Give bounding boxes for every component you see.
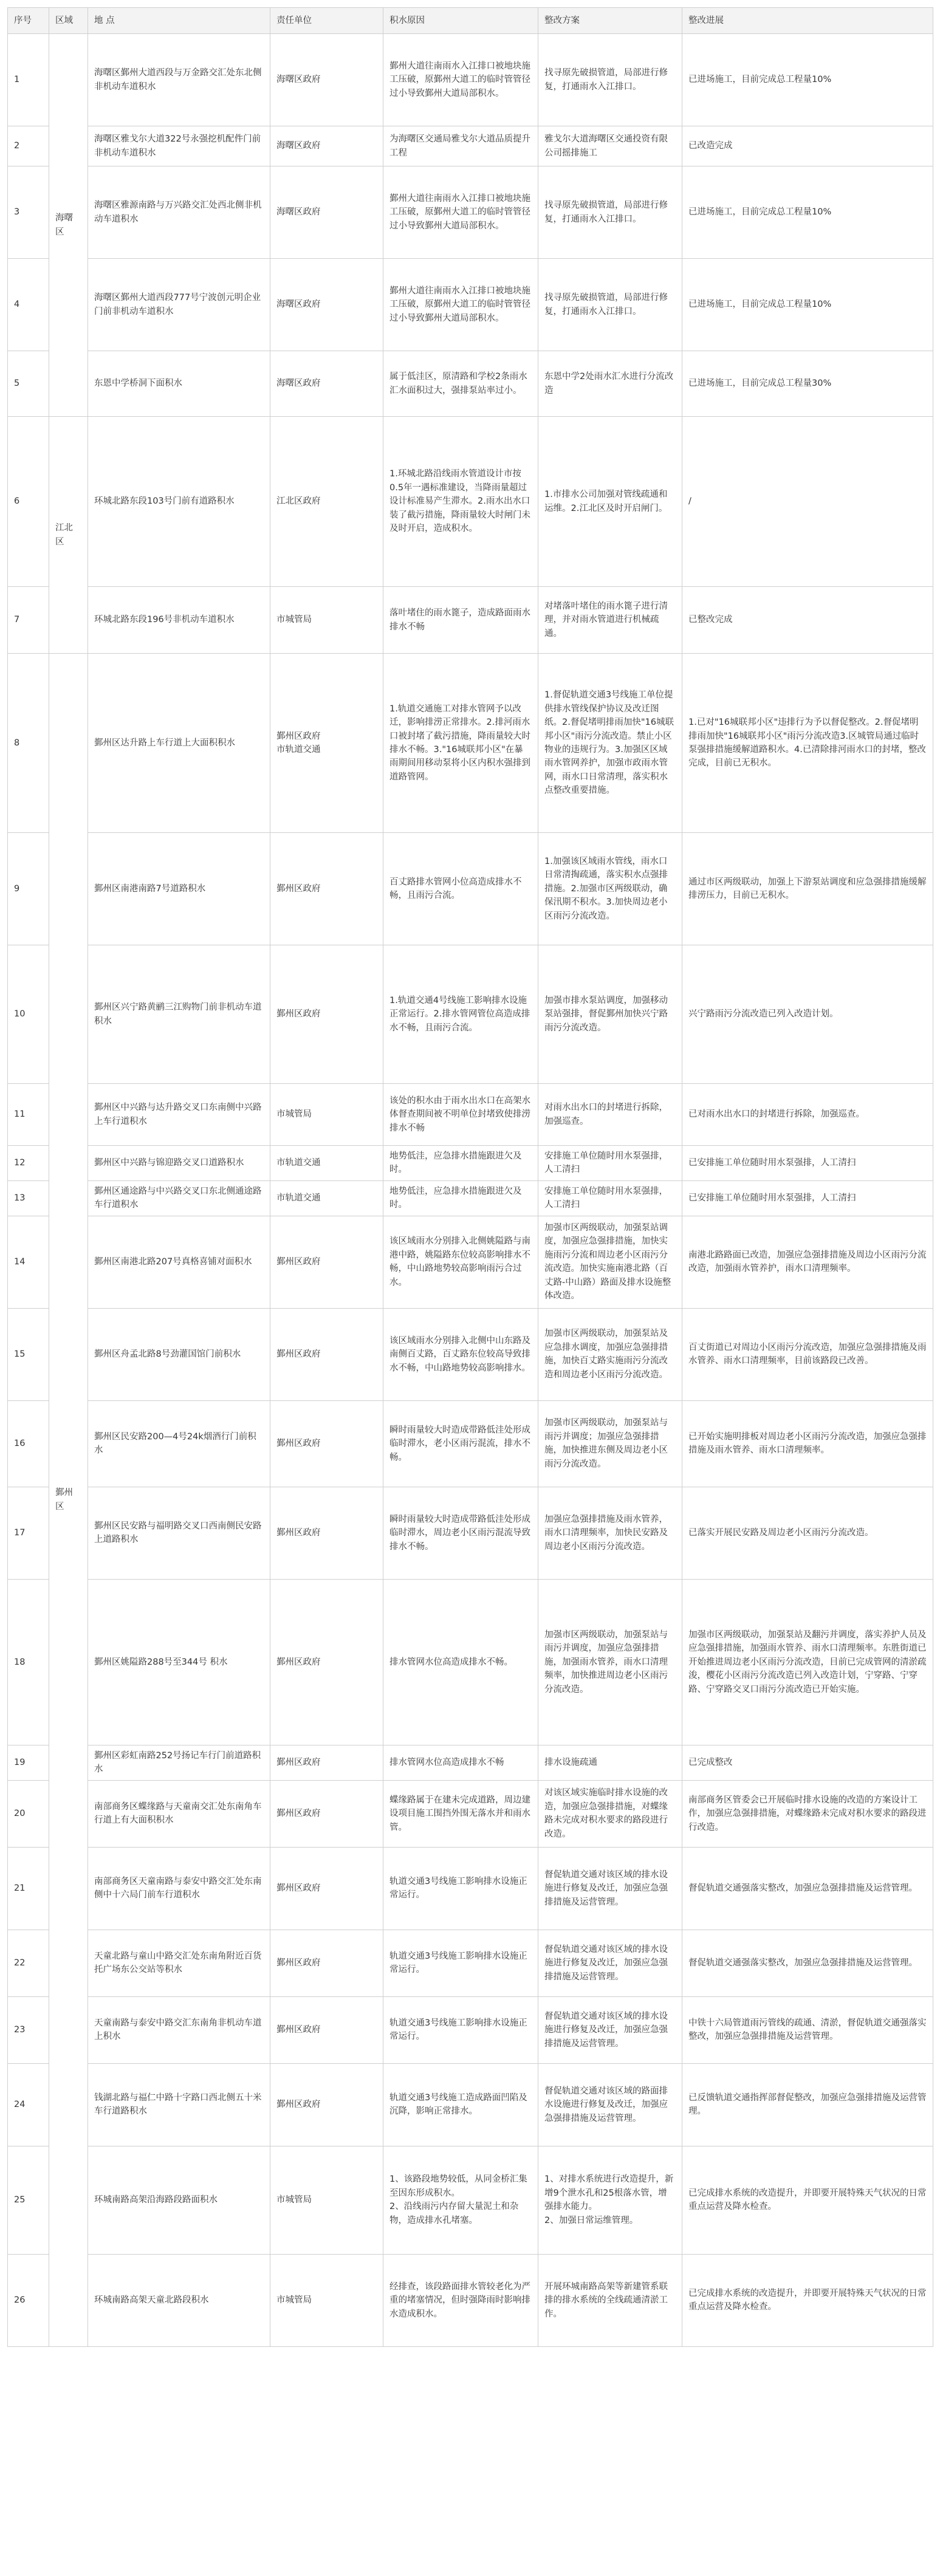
table-row [8, 2254, 933, 2346]
cell-location: 鄞州区达升路上车行道上大面积积水 [88, 654, 270, 833]
cell-location: 鄞州区兴宁路黄鹂三江购物门前非机动车道积水 [88, 945, 270, 1084]
cell-progress: / [682, 417, 933, 587]
cell-no: 8 [8, 654, 49, 833]
cell-unit: 海曙区政府 [270, 126, 383, 166]
table-row [8, 1180, 933, 1216]
cell-cause: 该处的积水由于雨水出水口在高架水体督查期间被不明单位封堵致使排涝排水不畅 [383, 1084, 538, 1146]
cell-no: 12 [8, 1146, 49, 1181]
table-row [8, 1745, 933, 1780]
table-row [8, 587, 933, 654]
table-row [8, 945, 933, 1084]
cell-unit: 市轨道交通 [270, 1146, 383, 1181]
cell-cause: 属于低洼区，原清路和学校2条雨水汇水面积过大，强排泵站率过小。 [383, 351, 538, 417]
cell-no: 11 [8, 1084, 49, 1146]
waterlogging-rectification-table [7, 7, 933, 2347]
cell-no: 10 [8, 945, 49, 1084]
cell-plan: 加强市区两级联动，加强泵站调度，加强应急强排措施，加快实施雨污分流和周边老小区雨污分流改造。加快实施南港北路（百丈路-中山路）路面及排水设施整体改造。 [538, 1216, 682, 1308]
cell-location: 鄞州区南港北路207号真格喜铺对面积水 [88, 1216, 270, 1308]
cell-location: 环城北路东段103号门前有道路积水 [88, 417, 270, 587]
table-row [8, 126, 933, 166]
cell-location: 鄞州区南港南路7号道路积水 [88, 833, 270, 945]
cell-location: 环城北路东段196号非机动车道积水 [88, 587, 270, 654]
cell-location: 南部商务区蝶缘路与天童南交汇处东南角车行道上有大面积积水 [88, 1780, 270, 1847]
cell-plan: 安排施工单位随时用水泵强排，人工清扫 [538, 1146, 682, 1181]
cell-cause: 1.轨道交通施工对排水管网予以改迁，影响排涝正常排水。2.排河雨水口被封堵了截污措施，降雨量较大时排水不畅。3."16城联邦小区"在暴雨期间用移动泵将小区内积水强排到道路管网。 [383, 654, 538, 833]
cell-progress: 已改造完成 [682, 126, 933, 166]
cell-unit: 鄞州区政府 [270, 1847, 383, 1930]
cell-location: 鄞州区民安路200—4号24k烟酒行门前积水 [88, 1400, 270, 1487]
table-row [8, 1400, 933, 1487]
cell-progress: 已进场施工，目前完成总工程量10% [682, 166, 933, 259]
table-body [8, 34, 933, 2347]
cell-unit: 海曙区政府 [270, 166, 383, 259]
cell-plan: 加强市区两级联动，加强泵站与雨污并调度；加强应急强排措施，加快推进东侧及周边老小区雨污分流改造。 [538, 1400, 682, 1487]
cell-cause: 鄞州大道往南雨水入江排口被地块施工压破，原鄞州大道工的临时管管径过小导致鄞州大道局部积水。 [383, 34, 538, 126]
cell-region: 江北区 [49, 417, 88, 654]
cell-cause: 瞬时雨量较大时造成带路低洼处形成临时滞水，老小区雨污混流，排水不畅。 [383, 1400, 538, 1487]
cell-unit: 鄞州区政府 [270, 1487, 383, 1579]
cell-plan: 督促轨道交通对该区域的路面排水设施进行修复及改迁，加强应急强排措施及运营管理。 [538, 2063, 682, 2146]
cell-cause: 经排查，该段路面排水管较老化为严重的堵塞情况，但时强降雨时影响排水造成积水。 [383, 2254, 538, 2346]
cell-no: 23 [8, 1996, 49, 2063]
cell-no: 17 [8, 1487, 49, 1579]
cell-location: 钱湖北路与福仁中路十字路口西北侧五十米车行道路积水 [88, 2063, 270, 2146]
cell-plan: 对堵落叶堵住的雨水篦子进行清理，并对雨水管道进行机械疏通。 [538, 587, 682, 654]
cell-plan: 安排施工单位随时用水泵强排，人工清扫 [538, 1180, 682, 1216]
table-header-row [8, 8, 933, 34]
cell-cause: 1.环城北路沿线雨水管道设计市按0.5年一遇标准建设，当降雨量超过设计标准易产生滞水。2.雨水出水口装了截污措施，降雨量较大时闸门未及时开启，造成积水。 [383, 417, 538, 587]
cell-cause: 鄞州大道往南雨水入江排口被地块施工压破，原鄞州大道工的临时管管径过小导致鄞州大道局部积水。 [383, 259, 538, 351]
cell-location: 鄞州区民安路与福明路交叉口西南侧民安路上道路积水 [88, 1487, 270, 1579]
cell-unit: 鄞州区政府 [270, 2063, 383, 2146]
cell-unit: 市城管局 [270, 587, 383, 654]
cell-cause: 该区域雨水分别排入北侧中山东路及南侧百丈路，百丈路东位较高导致排水不畅，中山路地势较高影响排水。 [383, 1308, 538, 1400]
cell-cause: 瞬时雨量较大时造成带路低洼处形成临时滞水，周边老小区雨污混流导致排水不畅。 [383, 1487, 538, 1579]
cell-unit: 鄞州区政府 [270, 1308, 383, 1400]
table-row [8, 1930, 933, 1996]
cell-unit: 市城管局 [270, 2146, 383, 2254]
cell-no: 20 [8, 1780, 49, 1847]
report-page [7, 7, 933, 2347]
table-row [8, 1216, 933, 1308]
cell-progress: 已完成排水系统的改造提升，并即要开展特殊天气状况的日常重点运营及降水检查。 [682, 2146, 933, 2254]
header-unit: 责任单位 [270, 8, 383, 34]
cell-plan: 加强应急强排措施及雨水管养，雨水口清理频率，加快民安路及周边老小区雨污分流改造。 [538, 1487, 682, 1579]
cell-cause: 排水管网水位高造成排水不畅。 [383, 1579, 538, 1745]
table-row [8, 1308, 933, 1400]
cell-cause: 百丈路排水管网小位高造成排水不畅，且雨污合流。 [383, 833, 538, 945]
cell-progress: 1.已对"16城联邦小区"违排行为予以督促整改。2.督促堵明排雨加快"16城联邦小区"雨污分流改造3.区城管局通过临时泵强排措施缓解道路积水。4.已清除排河雨水口的封堵，整改完成，目前已无积水。 [682, 654, 933, 833]
cell-cause: 排水管网水位高造成排水不畅 [383, 1745, 538, 1780]
cell-plan: 对雨水出水口的封堵进行拆除，加强巡查。 [538, 1084, 682, 1146]
cell-plan: 排水设施疏通 [538, 1745, 682, 1780]
header-region: 区域 [49, 8, 88, 34]
cell-location: 海曙区雅源南路与万兴路交汇处西北侧非机动车道积水 [88, 166, 270, 259]
cell-unit: 江北区政府 [270, 417, 383, 587]
header-location: 地 点 [88, 8, 270, 34]
cell-no: 16 [8, 1400, 49, 1487]
cell-region: 海曙区 [49, 34, 88, 417]
cell-plan: 加强市区两级联动，加强泵站与雨污并调度，加强应急强排措施，加强雨水管养，雨水口清理频率，加快推进周边老小区雨污分流改造。 [538, 1579, 682, 1745]
table-row [8, 417, 933, 587]
table-row [8, 1847, 933, 1930]
header-no: 序号 [8, 8, 49, 34]
cell-progress: 督促轨道交通强落实整改，加强应急强排措施及运营管理。 [682, 1847, 933, 1930]
cell-unit: 鄞州区政府 [270, 1400, 383, 1487]
cell-location: 天童北路与童山中路交汇处东南角附近百货托广场东公交站等积水 [88, 1930, 270, 1996]
cell-progress: 已对雨水出水口的封堵进行拆除，加强巡查。 [682, 1084, 933, 1146]
cell-progress: 加强市区两级联动，加强泵站及翻污并调度，落实养护人员及应急强排措施，加强雨水管养、雨水口清理频率。东胜街道已开始推进周边老小区雨污分流改造，目前已完成管网的清淤疏浚，樱花小区雨污分流改造已列入改造计划，宁穿路、宁穿路、宁穿路交叉口雨污分流改造已开始实施。 [682, 1579, 933, 1745]
cell-plan: 找寻原先破损管道，局部进行修复，打通雨水入江排口。 [538, 34, 682, 126]
cell-plan: 加强市区两级联动，加强泵站及应急排水调度，加强应急强排措施，加快百丈路实施雨污分流改造和周边老小区雨污分流改造。 [538, 1308, 682, 1400]
cell-location: 鄞州区彩虹南路252号扬记车行门前道路积水 [88, 1745, 270, 1780]
cell-plan: 督促轨道交通对该区域的排水设施进行修复及改迁，加强应急强排措施及运营管理。 [538, 1847, 682, 1930]
cell-unit: 鄞州区政府 [270, 945, 383, 1084]
table-row [8, 351, 933, 417]
cell-plan: 督促轨道交通对该区域的排水设施进行修复及改迁，加强应急强排措施及运营管理。 [538, 1930, 682, 1996]
cell-location: 鄞州区中兴路与锦迎路交叉口道路积水 [88, 1146, 270, 1181]
cell-location: 海曙区雅戈尔大道322号永强挖机配件门前非机动车道积水 [88, 126, 270, 166]
cell-progress: 已落实开展民安路及周边老小区雨污分流改造。 [682, 1487, 933, 1579]
cell-progress: 已整改完成 [682, 587, 933, 654]
cell-no: 9 [8, 833, 49, 945]
cell-cause: 地势低洼，应急排水措施跟进欠及时。 [383, 1180, 538, 1216]
cell-cause: 1.轨道交通4号线施工影响排水设施正常运行。2.排水管网管位高造成排水不畅，且雨污合流。 [383, 945, 538, 1084]
cell-no: 24 [8, 2063, 49, 2146]
cell-plan: 1、对排水系统进行改造提升，新增9个泄水孔和25根落水管，增强排水能力。 2、加强日常运维管理。 [538, 2146, 682, 2254]
table-row [8, 34, 933, 126]
cell-cause: 该区域雨水分别排入北侧姚隘路与南港中路，姚隘路东位较高影响排水不畅，中山路地势较高影响雨污合过水。 [383, 1216, 538, 1308]
cell-unit: 鄞州区政府 市轨道交通 [270, 654, 383, 833]
cell-progress: 已进场施工，目前完成总工程量30% [682, 351, 933, 417]
table-row [8, 654, 933, 833]
cell-no: 22 [8, 1930, 49, 1996]
cell-plan: 督促轨道交通对该区域的排水设施进行修复及改迁，加强应急强排措施及运营管理。 [538, 1996, 682, 2063]
cell-region: 鄞州区 [49, 654, 88, 2347]
cell-location: 鄞州区姚隘路288号至344号 积水 [88, 1579, 270, 1745]
cell-no: 7 [8, 587, 49, 654]
cell-plan: 雅戈尔大道海曙区交通投资有限公司摇排施工 [538, 126, 682, 166]
cell-progress: 督促轨道交通强落实整改，加强应急强排措施及运营管理。 [682, 1930, 933, 1996]
cell-cause: 蝶缘路属于在建未完成道路，周边建设项目施工围挡外围无落水并和雨水管。 [383, 1780, 538, 1847]
table-row [8, 166, 933, 259]
cell-cause: 轨道交通3号线施工造成路面凹陷及沉降，影响正常排水。 [383, 2063, 538, 2146]
cell-unit: 鄞州区政府 [270, 1216, 383, 1308]
cell-progress: 通过市区两级联动，加强上下游泵站调度和应急强排措施缓解排涝压力，目前已无积水。 [682, 833, 933, 945]
cell-no: 6 [8, 417, 49, 587]
cell-no: 1 [8, 34, 49, 126]
cell-plan: 找寻原先破损管道，局部进行修复，打通雨水入江排口。 [538, 259, 682, 351]
cell-unit: 市轨道交通 [270, 1180, 383, 1216]
cell-no: 5 [8, 351, 49, 417]
cell-location: 海曙区鄞州大道西段与万金路交汇处东北侧非机动车道积水 [88, 34, 270, 126]
table-row [8, 1780, 933, 1847]
cell-location: 天童南路与泰安中路交汇东南角非机动车道上积水 [88, 1996, 270, 2063]
cell-progress: 中铁十六局管道雨污管线的疏通、清淤，督促轨道交通强落实整改，加强应急强排措施及运营管理。 [682, 1996, 933, 2063]
cell-plan: 1.市排水公司加强对管线疏通和运维。2.江北区及时开启闸门。 [538, 417, 682, 587]
cell-location: 环城南路高架天童北路段积水 [88, 2254, 270, 2346]
cell-location: 鄞州区通途路与中兴路交叉口东北侧通途路车行道积水 [88, 1180, 270, 1216]
cell-unit: 海曙区政府 [270, 259, 383, 351]
header-plan: 整改方案 [538, 8, 682, 34]
cell-progress: 已进场施工，目前完成总工程量10% [682, 34, 933, 126]
cell-unit: 海曙区政府 [270, 34, 383, 126]
cell-progress: 已开始实施明排板对周边老小区雨污分流改造，加强应急强排措施及雨水管养、雨水口清理频率。 [682, 1400, 933, 1487]
cell-no: 21 [8, 1847, 49, 1930]
cell-unit: 市城管局 [270, 2254, 383, 2346]
table-row [8, 833, 933, 945]
cell-no: 3 [8, 166, 49, 259]
cell-no: 4 [8, 259, 49, 351]
cell-cause: 鄞州大道往南雨水入江排口被地块施工压破，原鄞州大道工的临时管管径过小导致鄞州大道局部积水。 [383, 166, 538, 259]
cell-no: 2 [8, 126, 49, 166]
cell-cause: 轨道交通3号线施工影响排水设施正常运行。 [383, 1930, 538, 1996]
cell-no: 14 [8, 1216, 49, 1308]
cell-unit: 鄞州区政府 [270, 833, 383, 945]
cell-cause: 1、该路段地势较低，从同金桥汇集至因东形成积水。 2、沿线雨污内存留大量泥土和杂物，造成排水孔堵塞。 [383, 2146, 538, 2254]
cell-progress: 南部商务区管委会已开展临时排水设施的改造的方案设计工作，加强应急强排措施，对蝶缘路未完成对积水要求的路段进行改造。 [682, 1780, 933, 1847]
cell-unit: 海曙区政府 [270, 351, 383, 417]
cell-progress: 已安排施工单位随时用水泵强排，人工清扫 [682, 1146, 933, 1181]
cell-progress: 兴宁路雨污分流改造已列入改造计划。 [682, 945, 933, 1084]
cell-plan: 开展环城南路高架等新建管系联排的排水系统的全线疏通清淤工作。 [538, 2254, 682, 2346]
table-row [8, 2146, 933, 2254]
cell-cause: 为海曙区交通局雅戈尔大道品质提升工程 [383, 126, 538, 166]
header-cause: 积水原因 [383, 8, 538, 34]
cell-unit: 市城管局 [270, 1084, 383, 1146]
cell-progress: 已反馈轨道交通指挥部督促整改，加强应急强排措施及运营管理。 [682, 2063, 933, 2146]
cell-progress: 已完成排水系统的改造提升，并即要开展特殊天气状况的日常重点运营及降水检查。 [682, 2254, 933, 2346]
cell-progress: 已安排施工单位随时用水泵强排，人工清扫 [682, 1180, 933, 1216]
cell-plan: 东恩中学2处雨水汇水进行分流改造 [538, 351, 682, 417]
table-row [8, 1084, 933, 1146]
table-row [8, 259, 933, 351]
table-row [8, 1146, 933, 1181]
cell-unit: 鄞州区政府 [270, 1780, 383, 1847]
cell-location: 海曙区鄞州大道西段777号宁波创元明企业门前非机动车道积水 [88, 259, 270, 351]
cell-cause: 轨道交通3号线施工影响排水设施正常运行。 [383, 1996, 538, 2063]
cell-no: 19 [8, 1745, 49, 1780]
cell-location: 东恩中学桥洞下面积水 [88, 351, 270, 417]
cell-unit: 鄞州区政府 [270, 1745, 383, 1780]
header-progress: 整改进展 [682, 8, 933, 34]
cell-plan: 找寻原先破损管道，局部进行修复，打通雨水入江排口。 [538, 166, 682, 259]
cell-no: 25 [8, 2146, 49, 2254]
table-row [8, 1579, 933, 1745]
cell-location: 鄞州区舟孟北路8号劲灌国馆门前积水 [88, 1308, 270, 1400]
cell-plan: 1.加强该区域雨水管线，雨水口日常清掏疏通，落实积水点强排措施。2.加强市区两级联动，确保汛期不积水。3.加快周边老小区雨污分流改造。 [538, 833, 682, 945]
cell-unit: 鄞州区政府 [270, 1930, 383, 1996]
cell-no: 18 [8, 1579, 49, 1745]
cell-location: 南部商务区天童南路与泰安中路交汇处东南侧中十六局门前车行道积水 [88, 1847, 270, 1930]
cell-cause: 轨道交通3号线施工影响排水设施正常运行。 [383, 1847, 538, 1930]
cell-cause: 落叶堵住的雨水篦子，造成路面雨水排水不畅 [383, 587, 538, 654]
table-row [8, 2063, 933, 2146]
cell-progress: 南港北路路面已改造，加强应急强排措施及周边小区雨污分流改造，加强雨水管养护，雨水口清理频率。 [682, 1216, 933, 1308]
cell-progress: 已进场施工，目前完成总工程量10% [682, 259, 933, 351]
cell-no: 15 [8, 1308, 49, 1400]
cell-cause: 地势低洼，应急排水措施跟进欠及时。 [383, 1146, 538, 1181]
cell-unit: 鄞州区政府 [270, 1996, 383, 2063]
cell-location: 鄞州区中兴路与达升路交叉口东南侧中兴路上车行道积水 [88, 1084, 270, 1146]
table-row [8, 1996, 933, 2063]
cell-progress: 百丈街道已对周边小区雨污分流改造，加强应急强排措施及雨水管养、雨水口清理频率，目前该路段已改善。 [682, 1308, 933, 1400]
cell-plan: 加强市排水泵站调度，加强移动泵站强排，督促鄞州加快兴宁路雨污分流改造。 [538, 945, 682, 1084]
table-row [8, 1487, 933, 1579]
cell-unit: 鄞州区政府 [270, 1579, 383, 1745]
cell-plan: 1.督促轨道交通3号线施工单位提供排水管线保护协议及改迁图纸。2.督促堵明排雨加快"16城联邦小区"雨污分流改造。禁止小区物业的违规行为。3.加强区区域雨水管网养护，加强市政雨水管网，雨水口日常清理，落实积水点整改重要措施。 [538, 654, 682, 833]
cell-no: 26 [8, 2254, 49, 2346]
cell-plan: 对该区域实施临时排水设施的改造，加强应急强排措施，对蝶缘路未完成对积水要求的路段进行改造。 [538, 1780, 682, 1847]
cell-no: 13 [8, 1180, 49, 1216]
cell-location: 环城南路高架沿海路段路面积水 [88, 2146, 270, 2254]
cell-progress: 已完成整改 [682, 1745, 933, 1780]
